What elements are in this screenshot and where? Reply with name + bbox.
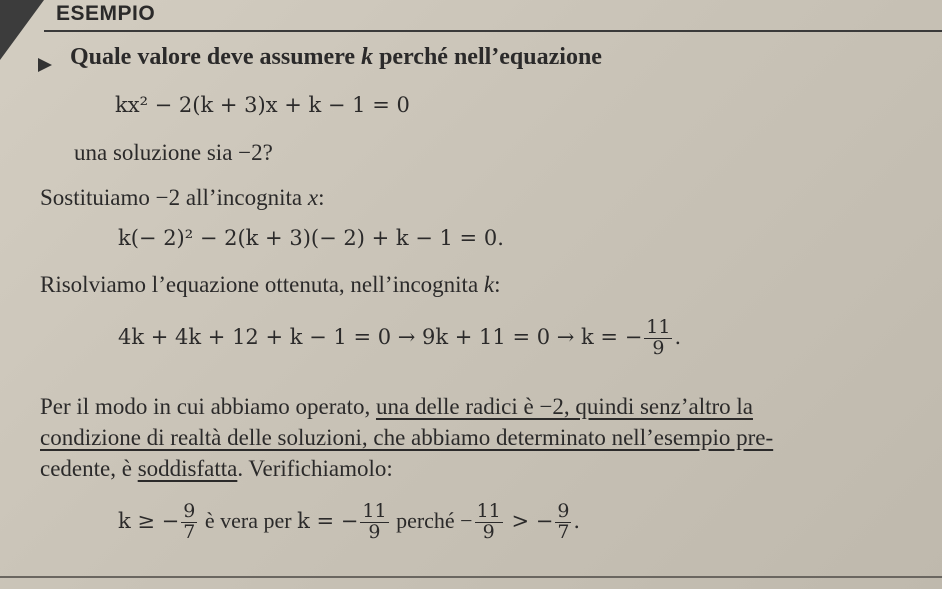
problem-equation: kx² − 2(k + 3)x + k − 1 = 0 [115, 93, 410, 117]
section-marker-decoration [0, 0, 44, 60]
question-text-start: Quale valore deve assumere [70, 44, 362, 70]
equation2-end: . [674, 324, 682, 349]
step1-text: Sostituiamo −2 all’incognita [40, 185, 308, 210]
header-rule [44, 30, 942, 32]
verification-line [118, 502, 580, 543]
verify-end: . [573, 508, 581, 533]
question-variable: k [361, 44, 374, 70]
verify-k-ge: k ≥ − [118, 508, 180, 533]
verify-text1: è vera per [199, 507, 298, 533]
paragraph-line3-underlined: soddisfatta [137, 456, 238, 481]
verify-text2: perché − [390, 507, 473, 533]
fraction-9-7-a [181, 502, 197, 543]
verify-gt: > − [504, 508, 554, 533]
step1-variable: x [307, 185, 319, 210]
step2-colon: : [494, 272, 501, 297]
paragraph-line3-end: . Verifichiamolo: [237, 456, 393, 481]
step2-text: Risolviamo l’equazione ottenuta, nell’incognita [40, 272, 484, 297]
equation2-left: 4k + 4k + 12 + k − 1 = 0 → 9k + 11 = 0 → k = − [118, 324, 643, 349]
fraction-numerator: 11 [646, 316, 671, 338]
bullet-arrow-icon [38, 58, 52, 72]
fraction-numerator: 9 [557, 500, 570, 522]
fraction-denominator: 9 [652, 336, 665, 359]
fraction-9-7-b [555, 502, 571, 543]
fraction-11-9 [644, 318, 672, 359]
step1-colon: : [318, 185, 325, 210]
fraction-numerator: 11 [362, 500, 387, 522]
bottom-rule [0, 576, 942, 578]
paragraph-line1 [40, 394, 753, 420]
fraction-numerator: 11 [476, 500, 501, 522]
fraction-11-9-b [360, 502, 388, 543]
fraction-denominator: 9 [482, 520, 495, 543]
paragraph-line1-start: Per il modo in cui abbiamo operato, [40, 394, 376, 419]
section-header: ESEMPIO [56, 2, 156, 25]
problem-question [70, 44, 602, 71]
solution-equation2 [118, 318, 681, 359]
fraction-denominator: 7 [557, 520, 570, 543]
paragraph-line3-start: cedente, è [40, 456, 138, 481]
solution-step1 [40, 185, 324, 211]
paragraph-line2: condizione di realtà delle soluzioni, che abbiamo determinato nell’esempio pre- [40, 425, 774, 450]
fraction-denominator: 7 [183, 520, 196, 543]
paragraph-line3 [40, 456, 393, 482]
step2-variable: k [483, 272, 495, 297]
solution-step2 [40, 272, 501, 298]
fraction-numerator: 9 [183, 500, 196, 522]
question-text-end: perché nell’equazione [373, 44, 602, 70]
fraction-denominator: 9 [368, 520, 381, 543]
problem-continuation: una soluzione sia −2? [74, 140, 273, 165]
fraction-11-9-c [475, 502, 503, 543]
paragraph-line1-underlined: una delle radici è −2, quindi senz’altro la [375, 394, 753, 419]
solution-equation1: k(− 2)² − 2(k + 3)(− 2) + k − 1 = 0. [118, 226, 504, 250]
verify-k-eq: k = − [297, 508, 359, 533]
